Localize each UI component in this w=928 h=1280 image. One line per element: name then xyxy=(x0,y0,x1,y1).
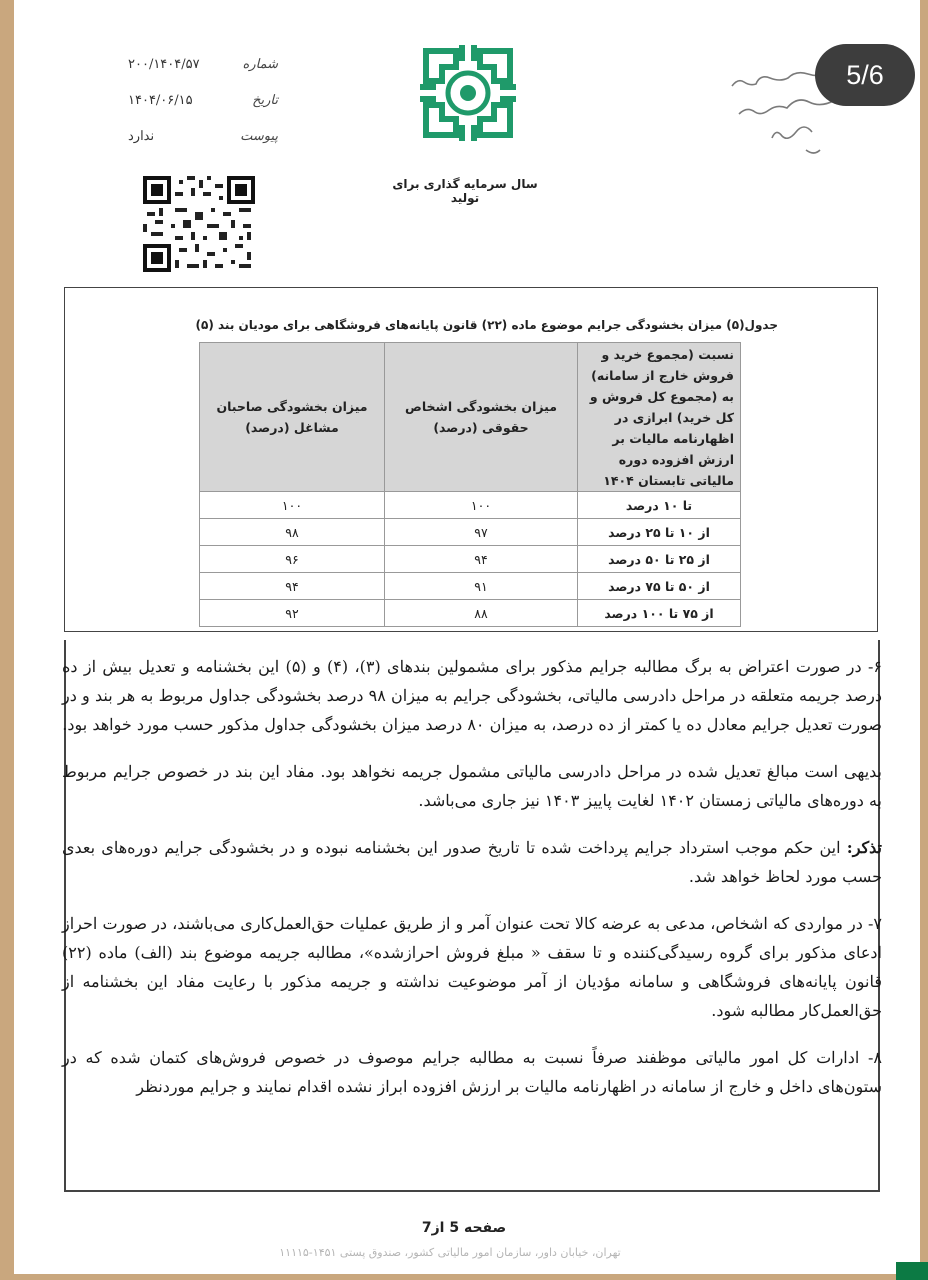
attachment-label: پیوست xyxy=(240,128,278,144)
header-legal-entities: میزان بخشودگی اشخاص حقوقی (درصد) xyxy=(385,343,578,492)
table-row xyxy=(200,492,741,519)
note-label: تذکر: xyxy=(846,838,882,857)
business-rate: ۹۸ xyxy=(200,519,385,546)
paragraph-8: ۸- ادارات کل امور مالیاتی موظفند صرفاً نسبت به مطالبه جرایم موصوف در خصوص فروش‌های کتمان شده که در ستون‌های داخل و خارج از سامانه در اظهارنامه مالیات بر ارزش افزوده ابراز نشده اقدام نمایند و جرایم موردنظر xyxy=(62,1048,882,1096)
tax-organization-emblem-icon xyxy=(416,41,520,145)
slogan-text: سال سرمایه گذاری برای تولید xyxy=(392,177,538,205)
row-label: از ۵۰ تا ۷۵ درصد xyxy=(578,573,741,600)
page-number: صفحه 5 از7 xyxy=(421,1220,507,1236)
table-row xyxy=(200,600,741,627)
number-row xyxy=(128,52,278,76)
row-label: از ۲۵ تا ۵۰ درصد xyxy=(578,546,741,573)
letter-metadata xyxy=(128,52,278,160)
business-rate: ۱۰۰ xyxy=(200,492,385,519)
row-label: تا ۱۰ درصد xyxy=(578,492,741,519)
penalty-forgiveness-table xyxy=(199,342,741,627)
note-paragraph xyxy=(62,833,882,891)
attachment-row xyxy=(128,124,278,148)
table-header-row xyxy=(200,343,741,492)
business-rate: ۹۶ xyxy=(200,546,385,573)
business-rate: ۹۴ xyxy=(200,573,385,600)
legal-rate: ۹۷ xyxy=(385,519,578,546)
table-row xyxy=(200,546,741,573)
date-label: تاریخ xyxy=(252,92,278,108)
qr-code-icon xyxy=(143,176,255,272)
number-value: ۲۰۰/۱۴۰۴/۵۷ xyxy=(128,56,200,72)
paragraph-7: ۷- در مواردی که اشخاص، مدعی به عرضه کالا تحت عنوان آمر و از طریق عملیات حق‌العمل‌کاری می‌باشند، در صورت احراز ادعای مذکور برای گروه رسیدگی‌کننده و تا سقف « مبلغ فروش احرازشده»، مطالبه جریمه موضوع بند (الف) ماده (۲۲) قانون پایانه‌های فروشگاهی و سامانه مؤدیان از آمر موضوعیت نداشته و جریمه مذکور با رعایت مفاد این بخشنامه از حق‌العمل‌کار مطالبه شود. xyxy=(62,914,882,1020)
legal-rate: ۹۱ xyxy=(385,573,578,600)
footer-address: تهران، خیابان داور، سازمان امور مالیاتی کشور، صندوق پستی ۱۴۵۱-۱۱۱۱۵ xyxy=(279,1246,621,1259)
row-label: از ۷۵ تا ۱۰۰ درصد xyxy=(578,600,741,627)
frame-bottom-border xyxy=(64,1190,880,1192)
header-ratio: نسبت (مجموع خرید و فروش خارج از سامانه) به (مجموع کل فروش و کل خرید) ابرازی در اظهارنامه مالیات بر ارزش افزوده دوره مالیاتی تابستان ۱۴۰۴ xyxy=(578,343,741,492)
paragraph-6: ۶- در صورت اعتراض به برگ مطالبه جرایم مذکور برای مشمولین بندهای (۳)، (۴) و (۵) این بخشنامه و تعدیل بیش از ده درصد جریمه متعلقه در مراحل دادرسی مالیاتی، بخشودگی جرایم به میزان ۹۸ درصد بخشودگی جداول مربوط به هر بند و در صورت تعدیل جرایم معادل ده یا کمتر از ده درصد، به میزان ۸۰ درصد میزان بخشودگی جداول مذکور حسب مورد خواهد بود. xyxy=(62,657,883,734)
page-counter-badge: 5/6 xyxy=(815,44,915,106)
table-title: جدول(۵) میزان بخشودگی جرایم موضوع ماده (۲۲) قانون پایانه‌های فروشگاهی برای مودیان بند (۵) xyxy=(195,318,778,332)
note-text: این حکم موجب استرداد جرایم پرداخت شده تا تاریخ صدور این بخشنامه نبوده و در بخشودگی جرایم دوره‌های بعدی حسب مورد لحاظ خواهد شد. xyxy=(62,838,882,886)
table-row xyxy=(200,573,741,600)
number-label: شماره xyxy=(242,56,278,72)
paragraph-obvious: بدیهی است مبالغ تعدیل شده در مراحل دادرسی مالیاتی مشمول جریمه نخواهد بود. مفاد این بند در خصوص جرایم مربوط به دوره‌های مالیاتی زمستان ۱۴۰۲ لغایت پاییز ۱۴۰۳ نیز جاری می‌باشد. xyxy=(62,762,882,810)
table-row xyxy=(200,519,741,546)
business-rate: ۹۲ xyxy=(200,600,385,627)
body-text xyxy=(62,652,882,1101)
date-row xyxy=(128,88,278,112)
header-business-owners: میزان بخشودگی صاحبان مشاغل (درصد) xyxy=(200,343,385,492)
date-value: ۱۴۰۴/۰۶/۱۵ xyxy=(128,92,193,108)
legal-rate: ۸۸ xyxy=(385,600,578,627)
corner-mark xyxy=(896,1262,928,1280)
legal-rate: ۱۰۰ xyxy=(385,492,578,519)
attachment-value: ندارد xyxy=(128,128,155,144)
row-label: از ۱۰ تا ۲۵ درصد xyxy=(578,519,741,546)
legal-rate: ۹۴ xyxy=(385,546,578,573)
